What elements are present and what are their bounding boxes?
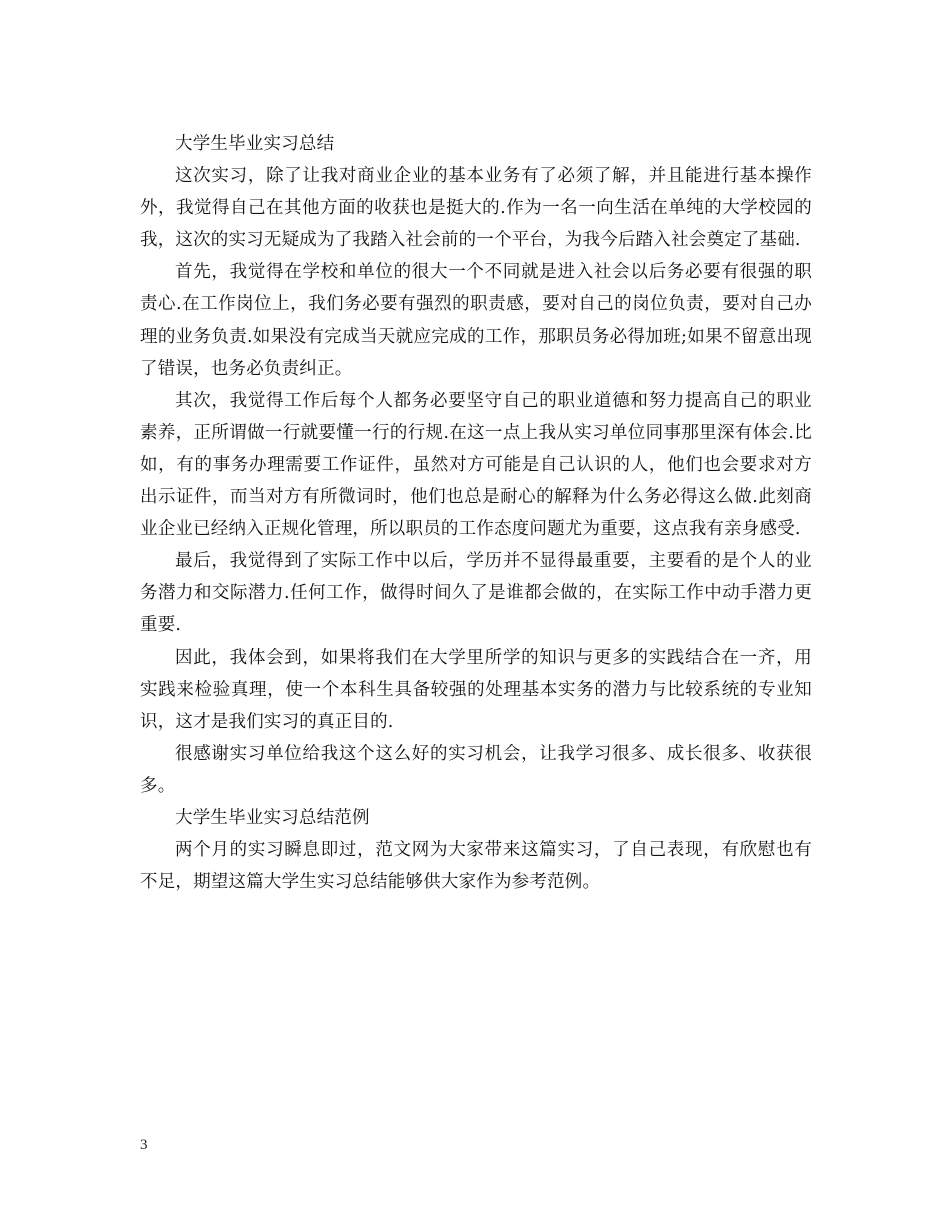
body-paragraph: 很感谢实习单位给我这个这么好的实习机会，让我学习很多、成长很多、收获很多。 (140, 743, 812, 796)
section-heading-example: 大学生毕业实习总结范例 (175, 807, 370, 828)
body-paragraph: 因此，我体会到，如果将我们在大学里所学的知识与更多的实践结合在一齐，用实践来检验真理，使一个本科生具备较强的处理基本实务的潜力与比较系统的专业知识，这才是我们实习的真正目的. (140, 647, 812, 732)
body-paragraph: 其次，我觉得工作后每个人都务必要坚守自己的职业道德和努力提高自己的职业素养，正所谓做一行就要懂一行的行规.在这一点上我从实习单位同事那里深有体会.比如，有的事务办理需要工作证件，虽然对方可能是自己认识的人，他们也会要求对方出示证件，而当对方有所微词时，他们也总是耐心的解释为什么务必得这么做.此刻商业企业已经纳入正规化管理，所以职员的工作态度问题尤为重要，这点我有亲身感受. (140, 390, 812, 540)
body-paragraph: 最后，我觉得到了实际工作中以后，学历并不显得最重要，主要看的是个人的业务潜力和交际潜力.任何工作，做得时间久了是谁都会做的，在实际工作中动手潜力更重要. (140, 551, 812, 636)
document-body (140, 128, 812, 898)
section-heading-summary: 大学生毕业实习总结 (175, 134, 335, 154)
body-paragraph: 两个月的实习瞬息即过，范文网为大家带来这篇实习，了自己表现，有欣慰也有不足，期望这篇大学生实习总结能够供大家作为参考范例。 (140, 840, 812, 893)
body-paragraph: 这次实习，除了让我对商业企业的基本业务有了必须了解，并且能进行基本操作外，我觉得自己在其他方面的收获也是挺大的.作为一名一向生活在单纯的大学校园的我，这次的实习无疑成为了我踏入社会前的一个平台，为我今后踏入社会奠定了基础. (140, 166, 812, 251)
page-number: 3 (140, 1137, 148, 1153)
body-paragraph: 首先，我觉得在学校和单位的很大一个不同就是进入社会以后务必要有很强的职责心.在工作岗位上，我们务必要有强烈的职责感，要对自己的岗位负责，要对自己办理的业务负责.如果没有完成当天就应完成的工作，那职员务必得加班;如果不留意出现了错误，也务必负责纠正。 (140, 262, 812, 379)
